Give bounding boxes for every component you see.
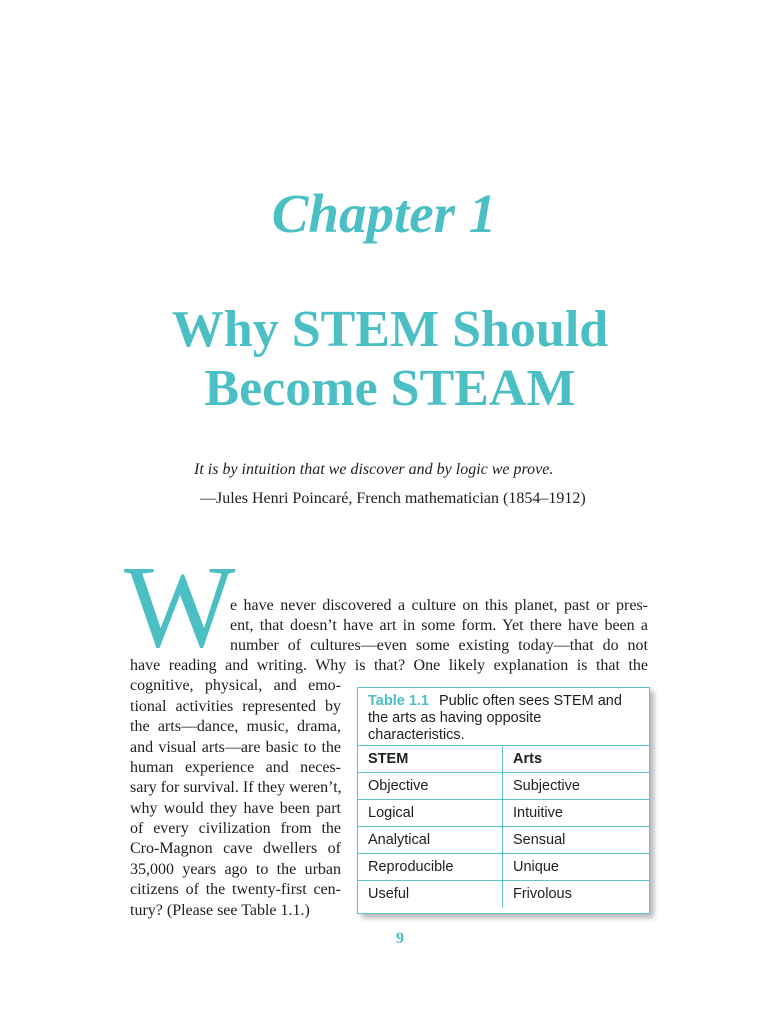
body-line: number of cultures—even some existing today—that do not — [230, 637, 648, 654]
body-line: human experience and neces- — [130, 759, 341, 776]
table-row — [358, 773, 649, 800]
table-header-row — [358, 746, 649, 773]
table-cell: Frivolous — [513, 886, 572, 902]
table-label: Table 1.1 — [368, 693, 429, 709]
table-cell: Unique — [513, 859, 559, 875]
body-line: why would they have been part — [130, 800, 341, 817]
chapter-title-line: Become STEAM — [204, 360, 576, 417]
comparison-table — [357, 687, 650, 914]
table-cell: Intuitive — [513, 805, 563, 821]
chapter-title-line: Why STEM Should — [171, 301, 609, 358]
body-line: tury? (Please see Table 1.1.) — [130, 902, 310, 919]
table-cell: Useful — [358, 881, 503, 908]
body-line: and visual arts—are basic to the — [130, 739, 341, 756]
table-cell: Reproducible — [358, 854, 503, 880]
table-header-cell: STEM — [358, 746, 503, 772]
table-caption — [358, 688, 649, 746]
table-cell: Objective — [358, 773, 503, 799]
body-line: ent, that doesn’t have art in some form. Yet there have been a — [230, 617, 648, 634]
body-line: citizens of the twenty-first cen- — [130, 881, 341, 898]
epigraph-attribution: —Jules Henri Poincaré, French mathematician (1854–1912) — [200, 490, 586, 507]
table-row — [358, 827, 649, 854]
drop-cap: W — [124, 541, 236, 672]
body-line: Cro-Magnon cave dwellers of — [130, 840, 341, 857]
chapter-title — [0, 300, 768, 418]
table-cell: Sensual — [513, 832, 566, 848]
table-row — [358, 800, 649, 827]
page-number: 9 — [396, 930, 404, 947]
table-cell: Subjective — [513, 778, 580, 794]
body-line: of every civilization from the — [130, 820, 341, 837]
body-line: the arts—dance, music, drama, — [130, 718, 341, 735]
table-row — [358, 854, 649, 881]
body-line: 35,000 years ago to the urban — [130, 861, 341, 878]
epigraph-quote: It is by intuition that we discover and by logic we prove. — [194, 461, 554, 478]
body-line: e have never discovered a culture on this planet, past or pres- — [230, 597, 648, 614]
body-line: cognitive, physical, and emo- — [130, 677, 341, 694]
body-line: have reading and writing. Why is that? One likely explanation is that the — [130, 657, 648, 674]
body-line: tional activities represented by — [130, 698, 341, 715]
chapter-label: Chapter 1 — [271, 183, 497, 244]
table-header-cell: Arts — [513, 751, 543, 767]
body-line: sary for survival. If they weren’t, — [130, 779, 342, 796]
table-cell: Logical — [358, 800, 503, 826]
table-row — [358, 881, 649, 908]
table-caption-text: Public often sees STEM and the arts as having opposite characteristics. — [368, 693, 622, 743]
table-cell: Analytical — [358, 827, 503, 853]
